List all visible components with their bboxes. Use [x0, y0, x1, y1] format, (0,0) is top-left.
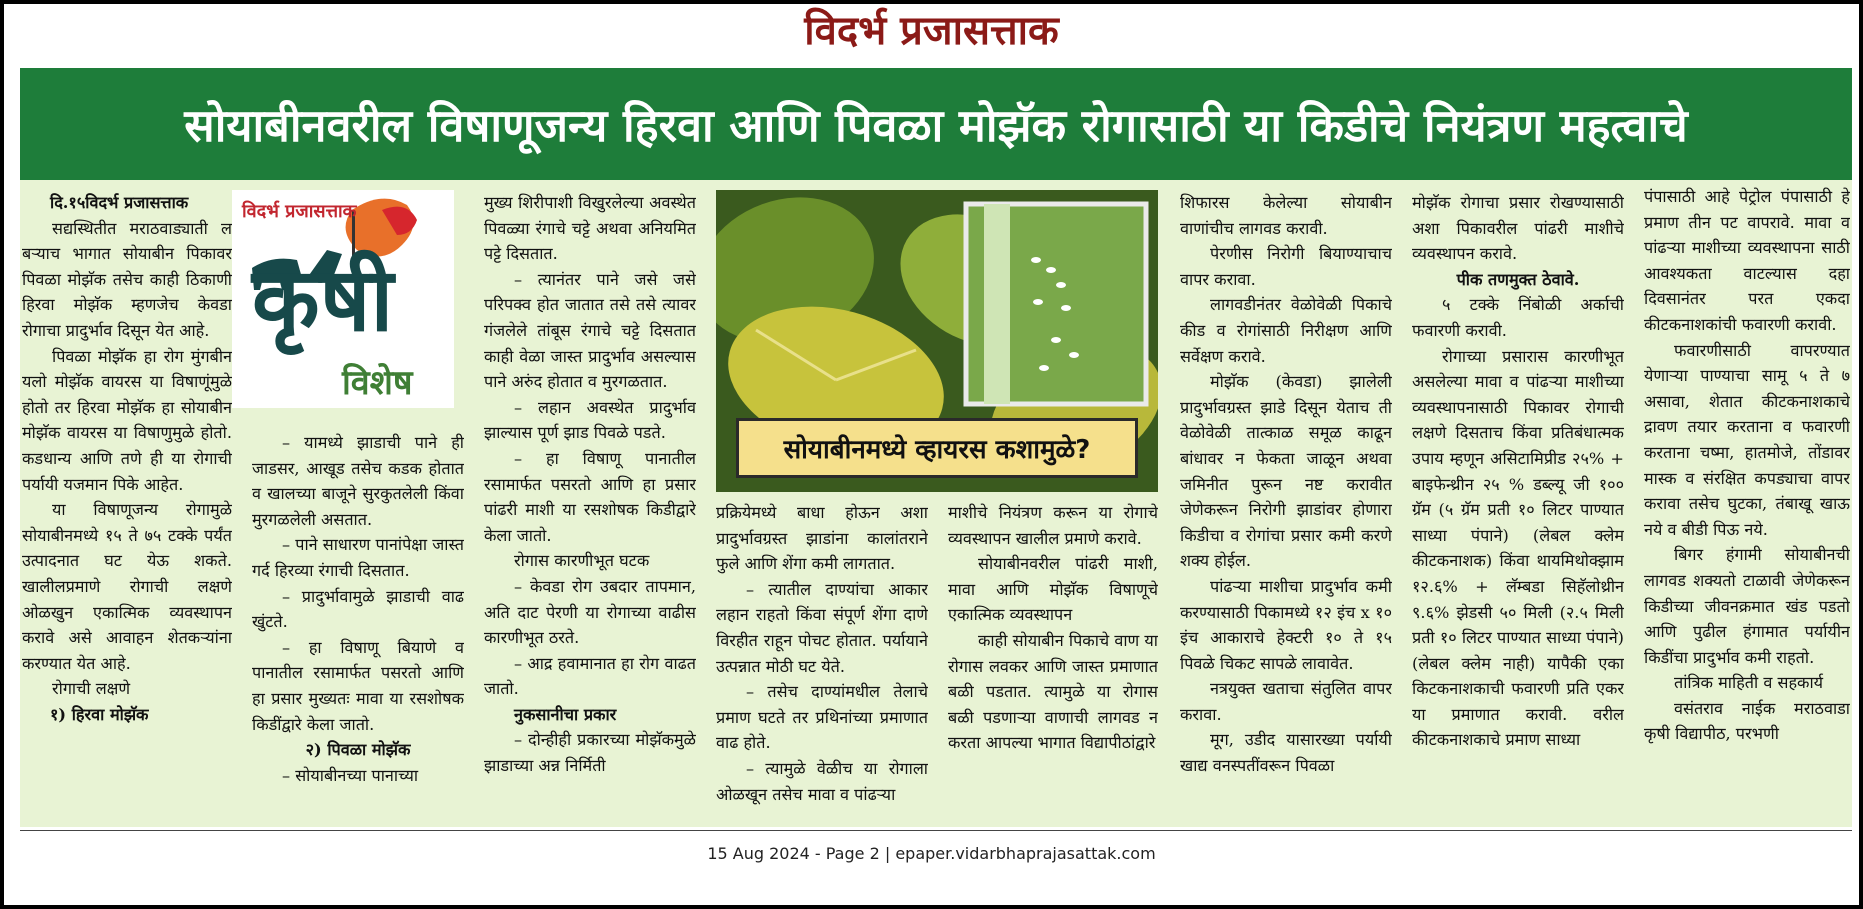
- footer: 15 Aug 2024 - Page 2 | epaper.vidarbhaprajasattak.com: [707, 844, 1156, 863]
- paragraph: पिवळा मोझॅक हा रोग मुंगबीन यलो मोझॅक वायरस या विषाणूंमुळे होतो तर हिरवा मोझॅक हा सोयाबीन मोझॅक वायरस या विषाणुमुळे होतो. कडधान्य आणि तणे ही या रोगाची पर्यायी यजमान पिके आहेत.: [22, 346, 232, 494]
- paragraph: – दोन्हीही प्रकारच्या मोझॅकमुळे झाडाच्या अन्न निर्मिती: [484, 730, 696, 776]
- photo-caption: सोयाबीनमध्ये व्हायरस कशामुळे?: [736, 418, 1138, 478]
- dateline: दि.१५विदर्भ प्रजासत्ताक: [50, 193, 189, 212]
- subheading: पीक तणमुक्त ठेवावे.: [1456, 269, 1580, 289]
- column-7: [1412, 190, 1624, 820]
- paragraph: – तसेच दाण्यांमधील तेलाचे प्रमाण घटते तर प्रथिनांच्या प्रमाणात वाढ होते.: [716, 682, 928, 753]
- paragraph: रोगाच्या प्रसारास कारणीभूत असलेल्या मावा व पांढऱ्या माशीच्या व्यवस्थापनासाठी पिकावर रोगाची लक्षणे दिसताच किंवा प्रतिबंधात्मक उपाय म्हणून असिटामिप्रीड २५% + बाइफेन्थ्रीन २५ % डब्ल्यू जी १०० ग्रॅम (५ ग्रॅम प्रती १० लिटर पाण्यात साध्या पंपाने) (लेबल क्लेम कीटकनाशक) किंवा थायमिथोक्झाम १२.६% + लॅम्बडा सिहॅलोथ्रीन ९.६% झेडसी ५० मिली (२.५ मिली प्रती १० लिटर पाण्यात साध्या पंपाने) (लेबल क्लेम नाही) यापैकी एका किटकनाशकाची फवारणी प्रति एकर या प्रमाणात करावी. वरील कीटकनाशकाचे प्रमाण साध्या: [1412, 346, 1624, 750]
- paragraph: – त्यामुळे वेळीच या रोगाला ओळखून तसेच मावा व पांढऱ्या: [716, 758, 928, 804]
- masthead: विदर्भ प्रजासत्ताक: [804, 8, 1059, 54]
- paragraph: – प्रादुर्भावामुळे झाडाची वाढ खुंटते.: [252, 586, 464, 632]
- credit-heading: तांत्रिक माहिती व सहकार्य: [1674, 673, 1824, 693]
- paragraph: काही सोयाबीन पिकाचे वाण या रोगास लवकर आणि जास्त प्रमाणात बळी पडतात. त्यामुळे या रोगास बळी पडणाऱ्या वाणाची लागवड न करता आपल्या भागात विद्यापीठांद्वारे: [948, 630, 1158, 753]
- paragraph: बिगर हंगामी सोयाबीनची लागवड शक्यतो टाळावी जेणेकरून किडीच्या जीवनक्रमात खंड पडतो आणि पुढील हंगामात पर्यायीन किडींचा प्रादुर्भाव कमी राहतो.: [1644, 545, 1850, 667]
- paragraph: – हा विषाणू पानातील रसामार्फत पसरतो आणि हा प्रसार पांढरी माशी या रसशोषक किडीद्वारे केला जातो.: [484, 448, 696, 545]
- paragraph: – हा विषाणू बियाणे व पानातील रसामार्फत पसरतो आणि हा प्रसार मुख्यतः मावा या रसशोषक किडींद्वारे केला जातो.: [252, 637, 464, 734]
- column-4: [716, 500, 928, 820]
- article-photo: [716, 190, 1158, 492]
- paragraph: – त्यानंतर पाने जसे जसे परिपक्व होत जातात तसे तसे त्यावर गंजलेले तांबूस रंगाचे चट्टे दिसतात काही वेळा जास्त प्रादुर्भाव असल्यास पाने अरुंद होतात व मुरगळतात.: [484, 269, 696, 392]
- paragraph: फवारणीसाठी वापरण्यात येणाऱ्या पाण्याचा सामू ५ ते ७ असावा, शेतात कीटकनाशकाचे द्रावण तयार करताना व फवारणी करताना चष्मा, हातमोजे, तोंडावर मास्क व संरक्षित कपड्याचा वापर करावा तसेच घुटका, तंबाखू खाऊ नये व बीडी पिऊ नये.: [1644, 340, 1850, 539]
- headline: सोयाबीनवरील विषाणूजन्य हिरवा आणि पिवळा मोझॅक रोगासाठी या किडीचे नियंत्रण महत्वाचे: [20, 68, 1852, 180]
- paragraph: ५ टक्के निंबोळी अर्काची फवारणी करावी.: [1412, 295, 1624, 340]
- footer-divider: [20, 830, 1852, 831]
- paragraph: – केवडा रोग उबदार तापमान, अति दाट पेरणी या रोगाच्या वाढीस कारणीभूत ठरते.: [484, 576, 696, 648]
- subheading: रोगाची लक्षणे: [52, 679, 131, 699]
- credit-text: वसंतराव नाईक मराठवाडा कृषी विद्यापीठ, परभणी: [1644, 698, 1850, 744]
- paragraph: सद्यस्थितीत मराठवाड्याती ल बऱ्याच भागात सोयाबीन पिकावर पिवळा मोझॅक तसेच काही ठिकाणी हिरवा मोझॅक म्हणजेच केवडा रोगाचा प्रादुर्भाव दिसून येत आहे.: [22, 218, 232, 340]
- paragraph: मोझॅक रोगाचा प्रसार रोखण्यासाठी अशा पिकावरील पांढरी माशीचे व्यवस्थापन करावे.: [1412, 193, 1624, 264]
- paragraph: – सोयाबीनच्या पानाच्या: [282, 765, 419, 785]
- paragraph: पेरणीस निरोगी बियाण्याचाच वापर करावा.: [1180, 244, 1392, 289]
- logo-brand: विदर्भ प्रजासत्ताक: [242, 201, 357, 222]
- column-3: [484, 190, 696, 820]
- paragraph: पंपासाठी आहे पेट्रोल पंपासाठी हे प्रमाण तीन पट वापरावे. मावा व पांढऱ्या माशीच्या व्यवस्थापना साठी आवश्यकता वाटल्यास दहा दिवसानंतर परत एकदा कीटकनाशकांची फवारणी करावी.: [1644, 187, 1850, 334]
- paragraph: – यामध्ये झाडाची पाने ही जाडसर, आखूड तसेच कडक होतात व खालच्या बाजूने सुरकुतलेली किंवा मुरगळलेली असतात.: [252, 433, 464, 529]
- logo-title: कृषी: [252, 248, 394, 351]
- paragraph: – त्यातील दाण्यांचा आकार लहान राहतो किंवा संपूर्ण शेंगा दाणे विरहीत राहून पोचट होतात. पर्यायाने उत्पन्नात मोठी घट येते.: [716, 579, 928, 676]
- paragraph: – लहान अवस्थेत प्रादुर्भाव झाल्यास पूर्ण झाड पिवळे पडते.: [484, 397, 696, 443]
- column-1: [22, 190, 232, 810]
- column-8: [1644, 184, 1850, 820]
- column-5: [948, 500, 1158, 820]
- paragraph: सोयाबीनवरील पांढरी माशी, मावा आणि मोझॅक विषाणूचे एकात्मिक व्यवस्थापन: [948, 554, 1158, 625]
- paragraph: मुख्य शिरीपाशी विखुरलेल्या अवस्थेत पिवळ्या रंगाचे चट्टे अथवा अनियमित पट्टे दिसतात.: [484, 193, 696, 264]
- paragraph: नत्रयुक्त खताचा संतुलित वापर करावा.: [1180, 679, 1392, 724]
- paragraph: पांढऱ्या माशीचा प्रादुर्भाव कमी करण्यासाठी पिकामध्ये १२ इंच x १० इंच आकाराचे हेक्टरी १० ते १५ पिवळे चिकट सापळे लावावेत.: [1180, 576, 1392, 673]
- paragraph: या विषाणूजन्य रोगामुळे सोयाबीनमध्ये १५ ते ७५ टक्के पर्यंत उत्पादनात घट येऊ शकते. खालीलप्रमाणे रोगाची लक्षणे ओळखुन एकात्मिक व्यवस्थापन करावे असे आवाहन शेतकऱ्यांना करण्यात येत आहे.: [22, 500, 232, 673]
- subheading: २) पिवळा मोझॅक: [305, 740, 411, 760]
- column-2: [252, 430, 464, 820]
- paragraph: – पाने साधारण पानांपेक्षा जास्त गर्द हिरव्या रंगाची दिसतात.: [252, 535, 464, 580]
- paragraph: – आद्र हवामानात हा रोग वाढत जातो.: [484, 653, 696, 699]
- paragraph: माशीचे नियंत्रण करून या रोगाचे व्यवस्थापन खालील प्रमाणे करावे.: [948, 503, 1158, 548]
- column-6: [1180, 190, 1392, 820]
- krushi-vishesh-logo: [232, 190, 454, 408]
- paragraph: मूग, उडीद यासारख्या पर्यायी खाद्य वनस्पतींवरून पिवळा: [1180, 730, 1392, 776]
- subheading: १) हिरवा मोझॅक: [50, 704, 149, 724]
- subheading: रोगास कारणीभूत घटक: [514, 551, 650, 571]
- subheading: नुकसानीचा प्रकार: [514, 704, 617, 724]
- logo-subtitle: विशेष: [342, 363, 413, 403]
- paragraph: प्रक्रियेमध्ये बाधा होऊन अशा प्रादुर्भावग्रस्त झाडांना कालांतराने फुले आणि शेंगा कमी लागतात.: [716, 503, 928, 574]
- paragraph: मोझॅक (केवडा) झालेली प्रादुर्भावग्रस्त झाडे दिसून येताच ती वेळोवेळी तात्काळ समूळ काढून बांधावर न फेकता जाळून अथवा जमिनीत पुरून नष्ट करावीत जेणेकरून निरोगी झाडांवर होणारा किडीचा व रोगांचा प्रसार कमी करणे शक्य होईल.: [1180, 372, 1392, 571]
- paragraph: शिफारस केलेल्या सोयाबीन वाणांचीच लागवड करावी.: [1180, 193, 1392, 238]
- paragraph: लागवडीनंतर वेळोवेळी पिकाचे कीड व रोगांसाठी निरीक्षण आणि सर्वेक्षण करावे.: [1180, 295, 1392, 366]
